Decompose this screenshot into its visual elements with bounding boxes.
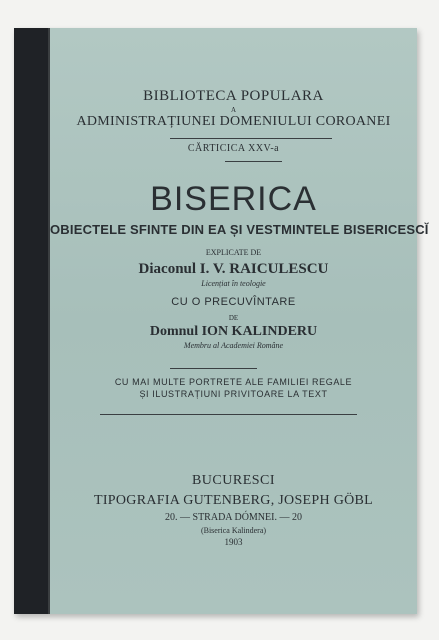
publication-year: 1903 xyxy=(224,537,243,547)
publisher-note: (Biserica Kalindera) xyxy=(200,526,267,535)
divider xyxy=(170,138,332,139)
cover-page xyxy=(50,28,429,614)
series-admin: ADMINISTRAȚIUNEI DOMENIULUI COROANEI xyxy=(76,114,391,129)
patron-name: Domnul ION KALINDERU xyxy=(149,324,318,339)
book-title: BISERICA xyxy=(150,180,317,218)
series-a: A xyxy=(230,106,237,114)
book-cover xyxy=(14,28,429,614)
booklet-number: CĂRTICICA XXV-a xyxy=(187,143,280,154)
preface-de: DE xyxy=(228,314,239,322)
series-title: BIBLIOTECA POPULARA xyxy=(143,88,324,104)
divider xyxy=(225,161,282,162)
author-title: Licențiat în teologie xyxy=(201,279,266,288)
publisher-name: TIPOGRAFIA GUTENBERG, JOSEPH GÖBL xyxy=(93,493,374,508)
divider xyxy=(170,368,257,369)
preface-label: CU O PRECUVÎNTARE xyxy=(171,296,296,308)
illustration-note-1: CU MAI MULTE PORTRETE ALE FAMILIEI REGALE xyxy=(114,377,353,387)
author-name: Diaconul I. V. RAICULESCU xyxy=(138,261,329,277)
explained-by: EXPLICATE DE xyxy=(205,248,262,257)
publisher-street: 20. — STRADA DÓMNEI. — 20 xyxy=(165,512,302,523)
publisher-city: BUCURESCI xyxy=(191,473,276,488)
divider xyxy=(100,414,357,415)
book-spine xyxy=(14,28,50,614)
patron-title: Membru al Academiei Române xyxy=(183,341,284,350)
book-subtitle: OBIECTELE SFINTE DIN EA ȘI VESTMINTELE BISERICESCĬ xyxy=(50,222,429,237)
illustration-note-2: ȘI ILUSTRAȚIUNI PRIVITOARE LA TEXT xyxy=(139,389,328,399)
